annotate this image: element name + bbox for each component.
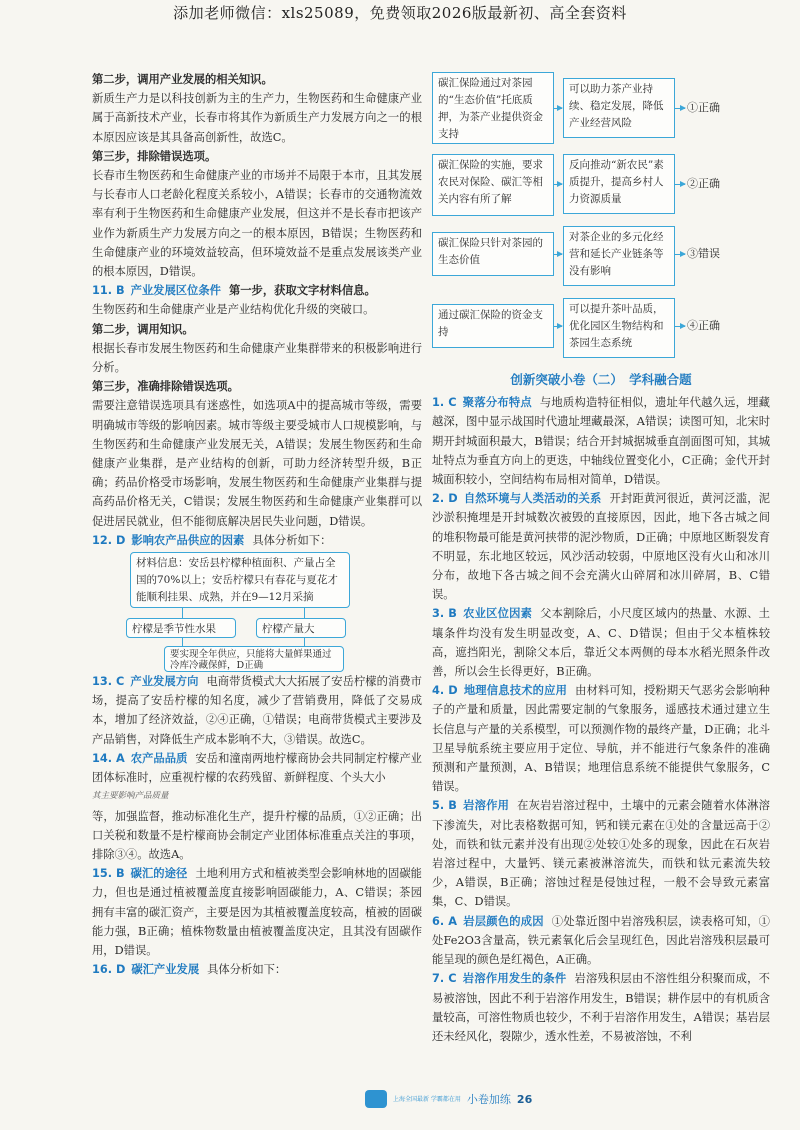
arrow-icon — [554, 326, 562, 327]
flow-diagram-16 — [432, 70, 770, 360]
footer-label: 小卷加练 — [466, 1093, 511, 1106]
paragraph: 生物医药和生命健康产业是产业结构优化升级的突破口。 — [92, 303, 375, 317]
answer-label: 3. B — [432, 607, 457, 621]
step-heading: 第三步，排除错误选项。 — [92, 148, 217, 163]
handwritten-note: 其主要影响产品质量 — [92, 791, 169, 802]
right-column — [432, 70, 770, 1046]
brand-logo-icon — [365, 1090, 387, 1108]
page-footer — [365, 1090, 532, 1108]
answer-label: 7. C — [432, 972, 457, 986]
answer-label: 4. D — [432, 684, 458, 698]
paragraph: 电商带货模式大大拓展了安岳柠檬的消费市场，提高了安岳柠檬的知名度，减少了营销费用，降低了交易成本，增加了经济效益，②④正确，①错误；电商带货模式主要涉及产品销售，对降低生产成本影响不大，③错误。故选C。 — [92, 675, 422, 746]
answer-label: 2. D — [432, 492, 458, 506]
paragraph: 具体分析如下： — [252, 533, 332, 547]
connector-line — [182, 608, 183, 618]
answer-r2 — [432, 489, 770, 604]
answer-topic: 农产品品质 — [130, 751, 188, 765]
connector-line — [304, 638, 305, 646]
paragraph: 安岳和潼南两地柠檬商协会共同制定柠檬产业团体标准时，应重视柠檬的农药残留、新鲜程度、个头大小 — [92, 751, 422, 785]
answer-topic: 产业发展区位条件 — [130, 284, 221, 298]
answer-11 — [92, 281, 422, 300]
diagram-box: 柠檬是季节性水果 — [126, 618, 236, 638]
answer-12 — [92, 531, 422, 550]
answer-topic: 岩溶作用 — [462, 799, 510, 813]
paragraph: 在灰岩岩溶过程中，土壤中的元素会随着水体淋溶下渗流失，对比表格数据可知，钙和镁元素在①处的含量远高于②处，而铁和钛元素并没有出现②处较①处多的现象，因此在石灰岩岩溶过程中，大量钙、镁元素被淋溶流失，而铁和钛元素流失较少，A错误，B正确；溶蚀过程是侵蚀过程，一般不会导致元素富集，C、D错误。 — [432, 799, 770, 909]
section-title: 创新突破小卷（二） 学科融合题 — [510, 372, 692, 387]
answer-label: 15. B — [92, 867, 125, 881]
arrow-icon — [675, 254, 685, 255]
answer-r1 — [432, 393, 770, 489]
arrow-icon — [675, 184, 685, 185]
diagram-box: 可以提升茶叶品质，优化园区生物结构和茶园生态系统 — [563, 298, 675, 358]
answer-label: 13. C — [92, 675, 125, 689]
answer-label: 11. B — [92, 284, 125, 298]
step-heading: 第三步，准确排除错误选项。 — [92, 379, 239, 394]
result-label: ①正确 — [687, 101, 720, 114]
paragraph: 新质生产力是以科技创新为主的生产力，生物医药和生命健康产业属于高新技术产业，长春市将其作为新质生产力发展方向之一的根本原因应该是其具备高创新性，故选C。 — [92, 92, 422, 144]
arrow-icon — [554, 108, 562, 109]
diagram-box: 柠檬产量大 — [256, 618, 346, 638]
arrow-icon — [554, 184, 562, 185]
answer-label: 12. D — [92, 533, 126, 547]
diagram-box: 可以助力茶产业持续、稳定发展，降低产业经营风险 — [563, 78, 675, 138]
arrow-icon — [554, 254, 562, 255]
answer-r4 — [432, 681, 770, 796]
diagram-box: 通过碳汇保险的资金支持 — [432, 304, 554, 348]
paragraph: 需要注意错误选项具有迷惑性，如选项A中的提高城市等级，需要明确城市等级的影响因素。城市等级主要受城市人口规模影响，与生物医药和生命健康产业发展无关，A错误；发展生物医药和生命健康产业集群，是产业结构的创新，可助力经济转型升级，B正确；药品价格受市场影响，发展生物医药和生命健康产业集群与提高药品价格无关，C错误；发展生物医药和生命健康产业集群可以促进居民就业，但不能彻底解决居民失业问题，D错误。 — [92, 399, 422, 528]
result-label: ③错误 — [687, 247, 720, 260]
paragraph: 土地利用方式和植被类型会影响林地的固碳能力，但也是通过植被覆盖度直接影响固碳能力，A、C错误；茶园拥有丰富的碳汇资产，主要是因为其植被覆盖度较高，植被的固碳能力强，B正确；植株物数量由植被覆盖度决定，且其没有固碳作用，D错误。 — [92, 867, 422, 957]
answer-topic: 地理信息技术的应用 — [463, 684, 568, 698]
diagram-box: 碳汇保险通过对茶园的“生态价值”托底质押，为茶产业提供资金支持 — [432, 72, 554, 144]
answer-16 — [92, 960, 422, 979]
paragraph: 开封距黄河很近，黄河泛滥，泥沙淤积掩埋是开封城数次被毁的直接原因，因此，地下各古城之间的堆积物最可能是黄河挟带的泥沙物质，D正确；中原地区断裂发育不明显，东北地区较远，风沙活动较弱，中原地区没有火山和冰川分布，故地下各古城之间不会充满火山碎屑和冰川碎屑，B、C错误。 — [432, 492, 770, 602]
answer-topic: 农业区位因素 — [462, 607, 533, 621]
answer-13 — [92, 672, 422, 749]
left-column — [92, 70, 422, 979]
arrow-icon — [675, 326, 685, 327]
step-heading: 第一步，获取文字材料信息。 — [228, 283, 376, 298]
answer-label: 5. B — [432, 799, 457, 813]
paragraph: 长春市生物医药和生命健康产业的市场并不局限于本市，且其发展与长春市人口老龄化程度关系较小，A错误；长春市的交通物流效率有利于生物医药和生命健康产业发展，但这并不是长春市把该产业作为新质生产力发展方向之一的根本原因，B错误；生物医药和生命健康产业的环境效益较高，但环境效益不是重点发展该类产业的根本原因，D错误。 — [92, 169, 422, 279]
answer-14 — [92, 749, 422, 787]
answer-r5 — [432, 796, 770, 911]
answer-topic: 产业发展方向 — [130, 675, 199, 689]
logo-caption: 上海全国最新 学霸都在用 — [393, 1095, 461, 1103]
diagram-box: 碳汇保险的实施，要求农民对保险、碳汇等相关内容有所了解 — [432, 154, 554, 216]
answer-topic: 碳汇产业发展 — [131, 963, 200, 977]
answer-label: 16. D — [92, 963, 126, 977]
answer-topic: 岩溶作用发生的条件 — [462, 972, 567, 986]
top-banner: 添加老师微信：xls25089，免费领取2026版最新初、高全套资料 — [173, 4, 627, 22]
result-label: ④正确 — [687, 319, 720, 332]
diagram-box: 碳汇保险只针对茶园的生态价值 — [432, 232, 554, 276]
answer-topic: 自然环境与人类活动的关系 — [463, 492, 602, 506]
answer-r3 — [432, 604, 770, 681]
answer-r6 — [432, 912, 770, 970]
answer-topic: 影响农产品供应的因素 — [131, 533, 245, 547]
paragraph: 具体分析如下： — [207, 963, 287, 977]
paragraph: 岩溶残积层由不溶性组分积聚而成，不易被溶蚀，因此不利于岩溶作用发生，B错误；耕作层中的有机质含量较高，可溶性物质也较少，不利于岩溶作用发生，A错误；基岩层还未经风化，裂隙少，透水性差，不易被溶蚀，不利 — [432, 972, 770, 1043]
answer-label: 6. A — [432, 914, 458, 928]
arrow-icon — [675, 108, 685, 109]
page-number: 26 — [516, 1092, 533, 1106]
result-label: ②正确 — [687, 177, 720, 190]
diagram-box: 要实现全年供应，只能将大量鲜果通过冷库冷藏保鲜，D正确 — [164, 646, 344, 672]
answer-topic: 聚落分布特点 — [462, 396, 532, 410]
step-heading: 第二步，调用知识。 — [92, 321, 194, 336]
answer-topic: 碳汇的途径 — [130, 867, 188, 881]
paragraph: 根据长春市发展生物医药和生命健康产业集群带来的积极影响进行分析。 — [92, 341, 422, 375]
diagram-box: 反向推动“新农民”素质提升，提高乡村人力资源质量 — [563, 154, 675, 214]
paragraph: 与地质构造特征相似，遗址年代越久远，埋藏越深，图中显示战国时代遗址埋藏最深，A错误；读图可知，北宋时期开封城面积最大，B错误；结合开封城据城垂直剖面图可知，其城址特点为垂直方向上的更迭，中轴线位置变化小，C正确；金代开封城面积较小，空间结构布局相对简单，D错误。 — [432, 396, 770, 487]
answer-15 — [92, 864, 422, 960]
connector-line — [304, 608, 305, 618]
paragraph: ①处靠近图中岩溶残积层，读表格可知，①处Fe2O3含量高，铁元素氧化后会呈现红色，因此岩溶残积层最可能呈现的颜色是红褐色，A正确。 — [432, 914, 770, 967]
paragraph: 父本割除后，小尺度区域内的热量、水源、土壤条件均没有发生明显改变，A、C、D错误；但由于父本植株较高，遮挡阳光，割除父本后，靠近父本两侧的母本水稻光照条件改善，所以会生长得更好，B正确。 — [432, 607, 770, 679]
answer-label: 14. A — [92, 751, 125, 765]
answer-label: 1. C — [432, 396, 457, 410]
diagram-box: 对茶企业的多元化经营和延长产业链条等没有影响 — [563, 226, 675, 286]
paragraph: 由材料可知，授粉期天气恶劣会影响种子的产量和质量，因此需要定制的气象服务，遥感技术通过建立生长信息与产量的关系模型，可以预测作物的最终产量，D正确；北斗卫星导航系统主要应用于定位、导航，并不能进行气象条件的准确预测和产量预测，A、B错误；地理信息系统不能提供气象服务，C错误。 — [432, 684, 770, 794]
answer-r7 — [432, 969, 770, 1046]
paragraph: 等，加强监督，推动标准化生产，提升柠檬的品质，①②正确；出口关税和数量不是柠檬商协会制定产业团体标准重点关注的事项，排除③④。故选A。 — [92, 809, 422, 861]
connector-line — [182, 638, 183, 646]
answer-topic: 岩层颜色的成因 — [463, 914, 544, 928]
step-heading: 第二步，调用产业发展的相关知识。 — [92, 72, 273, 86]
diagram-box: 材料信息：安岳县柠檬种植面积、产量占全国的70%以上；安岳柠檬只有春花与夏花才能顺利挂果、成熟，并在9—12月采摘 — [130, 552, 350, 608]
flow-diagram-12 — [92, 550, 422, 672]
